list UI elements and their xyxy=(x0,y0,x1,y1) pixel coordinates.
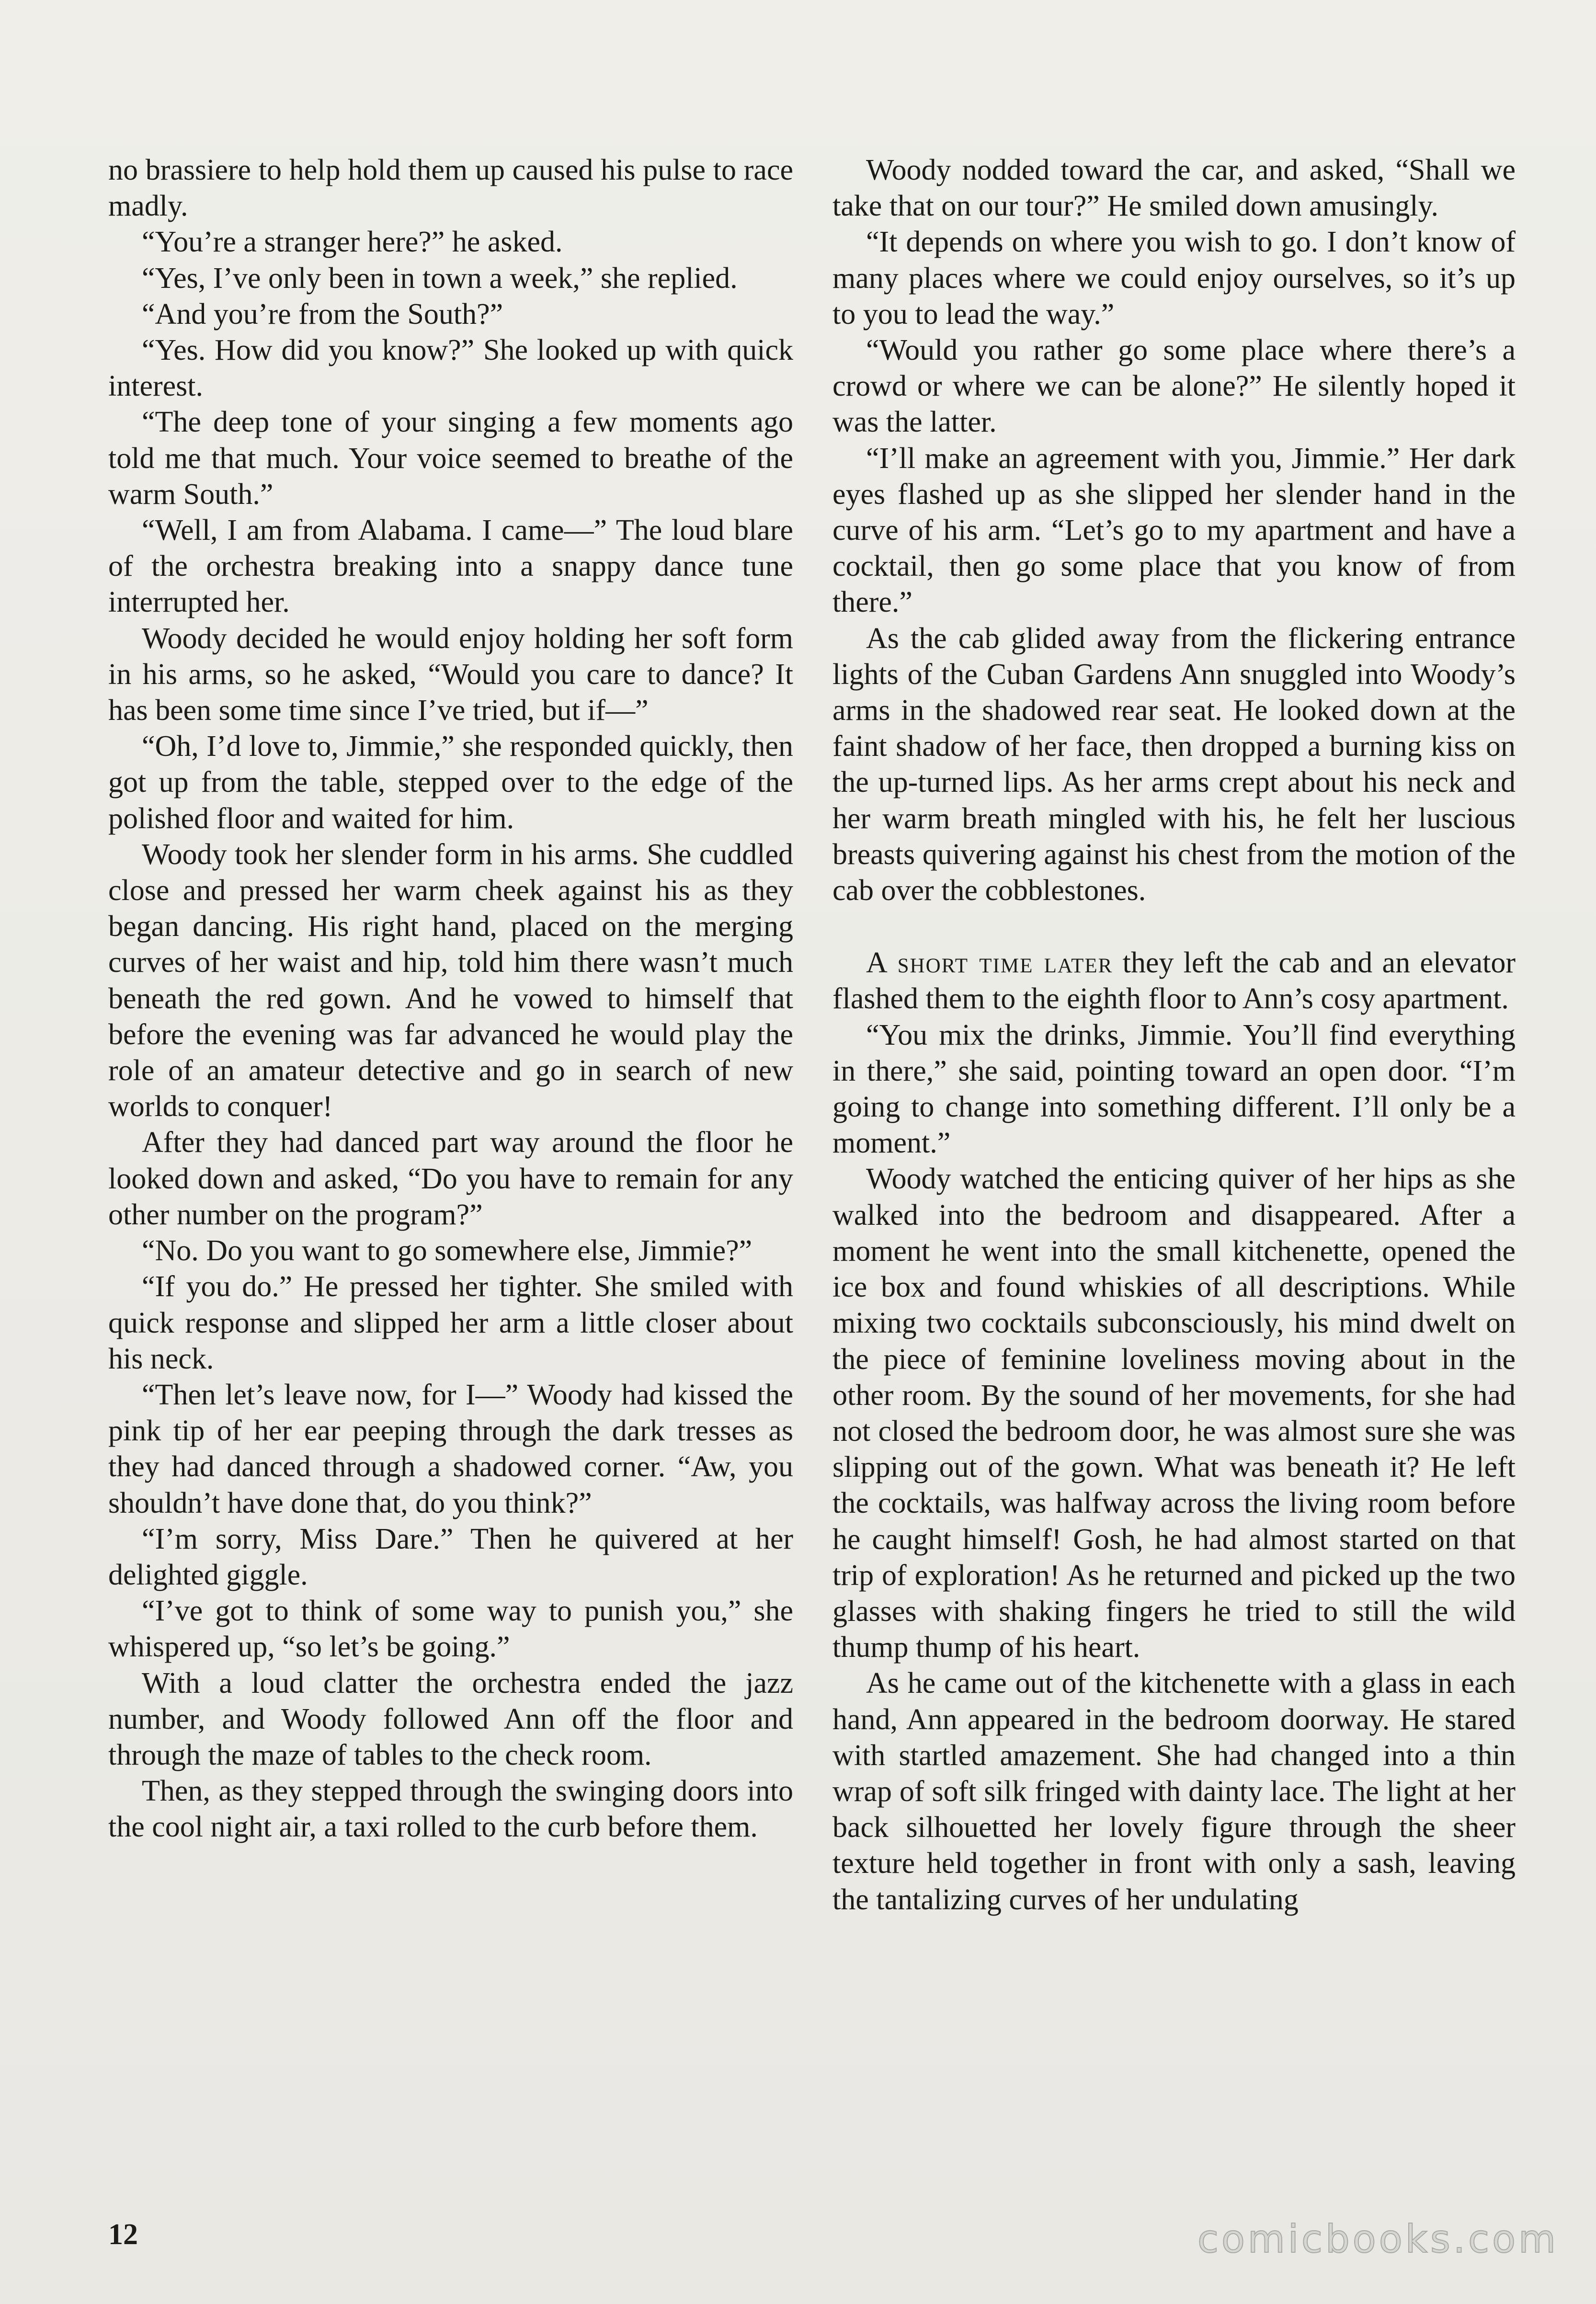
section-opening-text: they left the cab and an elevator flashed them to the eighth floor to Ann’s cosy apartment. xyxy=(832,947,1516,1015)
paragraph: “The deep tone of your singing a few moments ago told me that much. Your voice seemed to breathe of the warm South.” xyxy=(108,406,793,511)
paragraph: “It depends on where you wish to go. I don’t know of many places where we could enjoy ourselves, so it’s up to you to lead the way.” xyxy=(832,226,1516,331)
paragraph: As he came out of the kitchenette with a glass in each hand, Ann appeared in the bedroom doorway. He stared with startled amazement. She had changed into a thin wrap of soft silk fringed with dainty lace. The light at her back silhouetted her lovely figure through the sheer texture held together in front with only a sash, leaving the tantalizing curves of her undulating xyxy=(832,1667,1516,1916)
text-column-right xyxy=(832,152,1516,1918)
paragraph: “I’m sorry, Miss Dare.” Then he quivered at her delighted giggle. xyxy=(108,1522,793,1591)
paragraph: “Yes. How did you know?” She looked up with quick interest. xyxy=(108,334,793,403)
watermark-logo: comicbooks.com xyxy=(1197,2217,1559,2261)
paragraph: Woody decided he would enjoy holding her soft form in his arms, so he asked, “Would you care to dance? It has been some time since I’ve tried, but if—” xyxy=(108,622,793,727)
paragraph: With a loud clatter the orchestra ended the jazz number, and Woody followed Ann off the floor and through the maze of tables to the check room. xyxy=(108,1666,793,1771)
paragraph: “Well, I am from Alabama. I came—” The loud blare of the orchestra breaking into a snappy dance tune interrupted her. xyxy=(108,514,793,619)
paragraph: “Yes, I’ve only been in town a week,” she replied. xyxy=(142,262,738,295)
paragraph: “No. Do you want to go somewhere else, Jimmie?” xyxy=(142,1234,752,1267)
paragraph: Woody took her slender form in his arms. She cuddled close and pressed her warm cheek against his as they began dancing. His right hand, placed on the merging curves of her waist and hip, told him there wasn’t much beneath the red gown. And he vowed to himself that before the evening was far advanced he would play the role of an amateur detective and go in search of new worlds to conquer! xyxy=(108,838,793,1123)
paragraph: “I’ve got to think of some way to punish you,” she whispered up, “so let’s be going.” xyxy=(108,1595,793,1664)
page-number: 12 xyxy=(108,2218,138,2251)
paragraph: Woody watched the enticing quiver of her hips as she walked into the bedroom and disappeared. After a moment he went into the small kitchenette, opened the ice box and found whiskies of all descriptions. While mixing two cocktails subconsciously, his mind dwelt on the piece of feminine loveliness moving about in the other room. By the sound of her movements, for she had not closed the bedroom door, he was almost sure she was slipping out of the gown. What was beneath it? He left the cocktails, was halfway across the living room before he caught himself! Gosh, he had almost started on that trip of exploration! As he returned and picked up the two glasses with shaking fingers he tried to still the wild thump thump of his heart. xyxy=(832,1163,1516,1664)
paragraph: “Then let’s leave now, for I—” Woody had kissed the pink tip of her ear peeping through the dark tresses as they had danced through a shadowed corner. “Aw, you shouldn’t have done that, do you think?” xyxy=(108,1378,793,1519)
paragraph: “You mix the drinks, Jimmie. You’ll find everything in there,” she said, pointing toward an open door. “I’m going to change into something different. I’ll only be a moment.” xyxy=(832,1018,1516,1160)
paragraph: “You’re a stranger here?” he asked. xyxy=(142,226,563,259)
section-lead-in: A short time later xyxy=(866,947,1113,980)
paragraph: “I’ll make an agreement with you, Jimmie.” Her dark eyes flashed up as she slipped her slender hand in the curve of his arm. “Let’s go to my apartment and have a cocktail, then go some place that you know of from there.” xyxy=(832,442,1516,619)
paragraph: As the cab glided away from the flickering entrance lights of the Cuban Gardens Ann snuggled into Woody’s arms in the shadowed rear seat. He looked down at the faint shadow of her face, then dropped a burning kiss on the up-turned lips. As her arms crept about his neck and her warm breath mingled with his, he felt her luscious breasts quivering against his chest from the motion of the cab over the cobblestones. xyxy=(832,622,1516,907)
paragraph: “If you do.” He pressed her tighter. She smiled with quick response and slipped her arm a little closer about his neck. xyxy=(108,1270,793,1375)
paragraph: Woody nodded toward the car, and asked, “Shall we take that on our tour?” He smiled down amusingly. xyxy=(832,154,1516,223)
paragraph: Then, as they stepped through the swinging doors into the cool night air, a taxi rolled to the curb before them. xyxy=(108,1775,793,1844)
paragraph: no brassiere to help hold them up caused his pulse to race madly. xyxy=(108,154,793,223)
paragraph: “Oh, I’d love to, Jimmie,” she responded quickly, then got up from the table, stepped over to the edge of the polished floor and waited for him. xyxy=(108,730,793,835)
paragraph: After they had danced part way around the floor he looked down and asked, “Do you have to remain for any other number on the program?” xyxy=(108,1126,793,1231)
paragraph: “Would you rather go some place where there’s a crowd or where we can be alone?” He silently hoped it was the latter. xyxy=(832,334,1516,439)
section-opening-paragraph xyxy=(832,945,1516,1017)
text-column-left xyxy=(108,152,793,1846)
paragraph: “And you’re from the South?” xyxy=(142,297,503,331)
